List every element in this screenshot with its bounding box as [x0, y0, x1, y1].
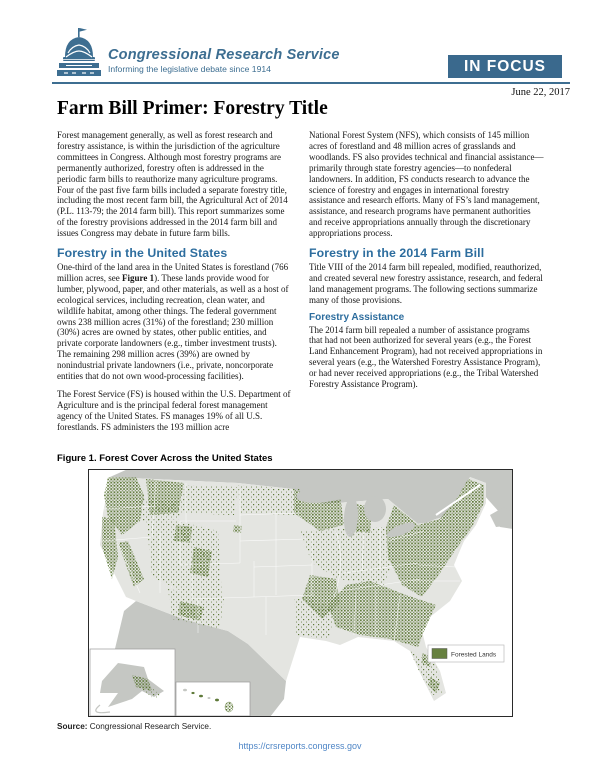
section-heading-forestry-us: Forestry in the United States	[57, 246, 228, 261]
paragraph-nfs: National Forest System (NFS), which consists of 145 million acres of forestland and 48 million acres of grasslands and woodlands. FS also provides technical and financial assistance—primarily through state forestry agencies—to nonfederal landowners. In addition, FS conducts research to advance the science of forestry and engages in international forestry assistance and research efforts. Many of FS’s land management, assistance, and research programs have permanent authorities and receive appropriations annually through the discretionary appropriations process.	[309, 130, 544, 239]
paragraph-forest-service: The Forest Service (FS) is housed within the U.S. Department of Agriculture and is the principal federal forest management agency of the United States. FS manages 19% of all U.S. forestlands. FS administers the 193 million acre	[57, 388, 291, 432]
crs-capitol-dome-icon	[54, 26, 104, 80]
forest-cover-map	[88, 468, 513, 718]
paragraph-intro: Forest management generally, as well as forest research and forestry assistance, is within the jurisdiction of the agriculture committees in Congress. Although most forestry programs are permanently authorized, forestry often is addressed in the periodic farm bills to reauthorize many agriculture programs. Four of the past five farm bills included a separate forestry title, including the most recent farm bill, the Agricultural Act of 2014 (P.L. 113-79; the 2014 farm bill). This report summarizes some of the forestry provisions addressed in the 2014 farm bill and issues Congress may debate in future farm bills.	[57, 130, 288, 239]
figure-caption: Figure 1. Forest Cover Across the United States	[57, 453, 273, 464]
section-heading-2014-farm-bill: Forestry in the 2014 Farm Bill	[309, 246, 485, 261]
right-column	[309, 130, 544, 440]
left-column	[57, 130, 292, 440]
logo-text-block	[108, 47, 340, 74]
legend-label: Forested Lands	[451, 651, 497, 659]
alaska-inset	[90, 649, 175, 716]
crs-reports-link[interactable]: https://crsreports.congress.gov	[238, 741, 362, 751]
org-tagline: Informing the legislative debate since 1914	[108, 64, 271, 74]
header-rule	[52, 82, 570, 84]
hawaii-inset	[176, 682, 250, 716]
publication-date: June 22, 2017	[511, 87, 570, 98]
in-focus-badge: IN FOCUS	[448, 55, 562, 78]
org-name: Congressional Research Service	[108, 47, 340, 63]
body-columns	[57, 130, 544, 440]
page-title: Farm Bill Primer: Forestry Title	[57, 98, 328, 119]
page-footer	[0, 741, 600, 751]
paragraph-title-viii: Title VIII of the 2014 farm bill repealed, modified, reauthorized, and created several new forestry assistance, research, and federal land management programs. The following sections summarize many of those provisions.	[309, 261, 543, 305]
paragraph-forestland	[57, 262, 292, 382]
paragraph-repealed-programs: The 2014 farm bill repealed a number of assistance programs that had not been authorized for several years (e.g., the Forest Land Enhancement Program), had not received appropriations in several years (e.g., the Watershed Forestry Assistance Program), or had never received appropriations (e.g., the Tribal Watershed Forestry Assistance Program).	[309, 324, 543, 390]
source-text: Congressional Research Service.	[87, 722, 212, 731]
figure-reference: Figure 1	[121, 272, 155, 283]
subsection-heading-forestry-assistance: Forestry Assistance	[309, 311, 405, 323]
legend-swatch-forested	[432, 649, 447, 659]
text-segment: ). These lands provide wood for lumber, plywood, paper, and other materials, as well as a host of ecological services, including recreation, clean water, and wildlife habitat, among other things. The federal government owns 238 million acres (31%) of the forestland; 230 million (30%) acres are owned by states, other public entities, and private corporate landowners (e.g., timber investment trusts). The remaining 298 million acres (39%) are owned by nonindustrial private landowners (i.e., private, noncorporate entities that do not own wood-processing facilities).	[57, 272, 289, 382]
figure-source	[57, 722, 211, 731]
text-segment: One-third of the land area in the United States is forestland (766 million acres, see	[57, 261, 289, 283]
map-legend	[428, 645, 504, 662]
us-forest-map-image	[88, 468, 513, 718]
source-label: Source:	[57, 722, 88, 731]
